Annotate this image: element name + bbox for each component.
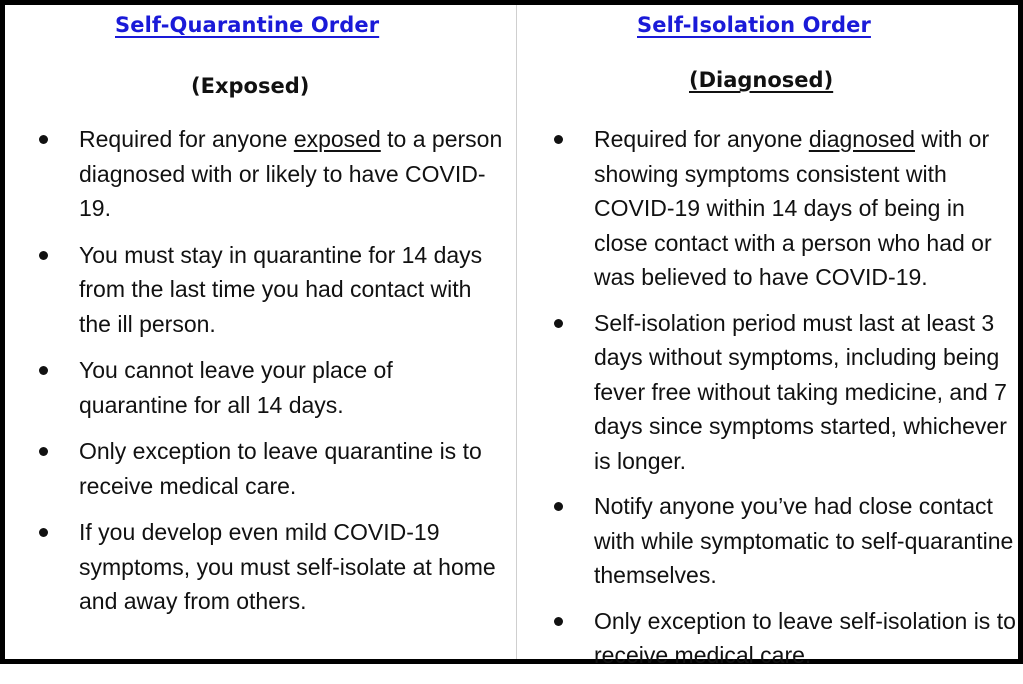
self-quarantine-bullet-list bbox=[35, 122, 505, 631]
bullet-text: Only exception to leave self-isolation is to receive medical care. bbox=[594, 607, 1016, 668]
self-quarantine-title-link[interactable]: Self-Quarantine Order bbox=[115, 13, 380, 37]
bullet-text: If you develop even mild COVID-19 symptoms, you must self-isolate at home and away from others. bbox=[79, 519, 496, 614]
list-item bbox=[35, 515, 505, 619]
self-quarantine-subtitle: (Exposed) bbox=[191, 74, 310, 98]
list-item bbox=[35, 353, 505, 422]
bullet-icon bbox=[554, 617, 563, 626]
list-item bbox=[550, 489, 1020, 593]
bullet-text-end: to a person diagnosed with or likely to have COVID-19. bbox=[79, 126, 503, 221]
self-isolation-subtitle: (Diagnosed) bbox=[689, 68, 834, 92]
bullet-text: You cannot leave your place of quarantine for all 14 days. bbox=[79, 357, 393, 418]
list-item bbox=[550, 306, 1020, 479]
bullet-icon bbox=[554, 319, 563, 328]
bullet-text: Self-isolation period must last at least 3 days without symptoms, including being fever free without taking medicine, and 7 days since symptoms started, whichever is longer. bbox=[594, 309, 1007, 474]
bullet-text-underlined: exposed bbox=[293, 126, 381, 152]
list-item bbox=[35, 122, 505, 226]
bullet-icon bbox=[554, 502, 563, 511]
bullet-text-start: Required for anyone bbox=[79, 126, 294, 152]
self-quarantine-column bbox=[5, 5, 517, 659]
bullet-icon bbox=[554, 135, 563, 144]
list-item bbox=[550, 122, 1020, 295]
bullet-text-start: Required for anyone bbox=[594, 126, 809, 152]
self-isolation-column bbox=[517, 5, 1023, 668]
self-isolation-title-link[interactable]: Self-Isolation Order bbox=[637, 13, 871, 37]
bullet-text: Notify anyone you’ve had close contact with while symptomatic to self-quarantine themselves. bbox=[594, 493, 1014, 588]
bullet-text: Only exception to leave quarantine is to receive medical care. bbox=[79, 438, 482, 499]
bullet-icon bbox=[39, 251, 48, 260]
bullet-text: You must stay in quarantine for 14 days from the last time you had contact with the ill person. bbox=[79, 241, 483, 337]
bullet-text-end: with or showing symptoms consistent with COVID-19 within 14 days of being in close contact with a person who had or was believed to have COVID-19. bbox=[594, 126, 992, 290]
bullet-icon bbox=[39, 366, 48, 375]
list-item bbox=[550, 604, 1020, 673]
bullet-icon bbox=[39, 135, 48, 144]
list-item bbox=[35, 238, 505, 342]
bullet-text-underlined: diagnosed bbox=[808, 126, 915, 152]
list-item bbox=[35, 434, 505, 503]
bullet-icon bbox=[39, 528, 48, 537]
bullet-icon bbox=[39, 447, 48, 456]
self-isolation-bullet-list bbox=[550, 122, 1020, 684]
